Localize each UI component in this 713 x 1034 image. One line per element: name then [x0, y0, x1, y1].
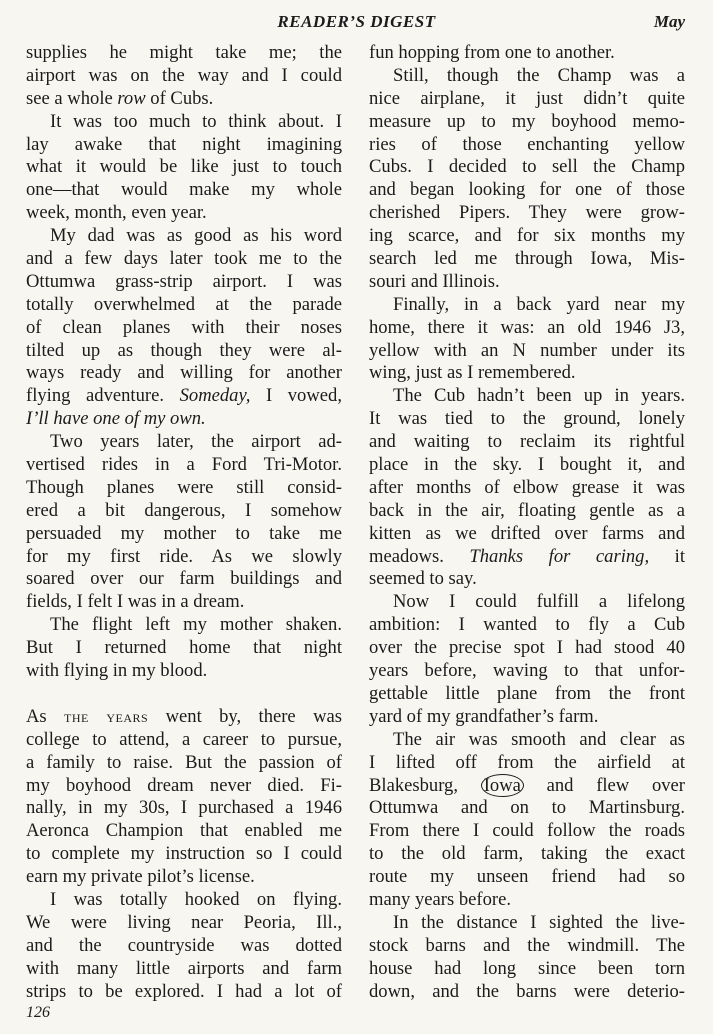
line-text: went by, there was: [148, 705, 342, 727]
line-text: to complete my instruction so I could: [26, 843, 342, 865]
text-line: [26, 454, 342, 477]
text-line: [369, 179, 685, 202]
line-text: a family to raise. But the passion of: [26, 751, 342, 773]
text-line: [369, 477, 685, 500]
line-text: airport was on the way and I could: [26, 64, 342, 86]
text-line: [369, 454, 685, 477]
section-lead-in: the years: [64, 706, 149, 726]
line-text: yard of my grandfather’s farm.: [369, 705, 599, 727]
text-line: [369, 752, 685, 775]
text-line: [26, 134, 342, 157]
line-text: vertised rides in a Ford Tri-Motor.: [26, 454, 342, 476]
text-line: [369, 843, 685, 866]
line-text: many years before.: [369, 888, 511, 910]
line-text: The flight left my mother shaken.: [50, 614, 342, 636]
text-line: [26, 843, 342, 866]
text-line: [369, 111, 685, 134]
line-text: ing scarce, and for six months my: [369, 225, 685, 247]
text-line: [369, 866, 685, 889]
italic-text: row: [117, 87, 146, 109]
line-text: In the distance I sighted the live-: [393, 911, 685, 933]
text-line: [369, 958, 685, 981]
line-text: what it would be like just to touch: [26, 156, 342, 178]
text-line: [26, 935, 342, 958]
left-column: [26, 42, 342, 1003]
text-line: [369, 500, 685, 523]
line-text: see a whole: [26, 87, 118, 109]
line-text: after months of elbow grease it was: [369, 476, 685, 498]
text-line: [26, 362, 342, 385]
line-text: years before, waving to that unfor-: [369, 660, 685, 682]
line-text: flying adventure.: [26, 385, 180, 407]
line-text: with many little airports and farm: [26, 957, 342, 979]
right-column: [369, 42, 685, 1003]
line-text: We were living near Peoria, Ill.,: [26, 911, 342, 933]
line-text: stock barns and the windmill. The: [369, 934, 685, 956]
text-line: [369, 408, 685, 431]
line-text: Ottumwa and on to Martinsburg.: [369, 797, 685, 819]
text-line: [26, 752, 342, 775]
line-text: I lifted off from the airfield at: [369, 751, 685, 773]
text-line: [26, 797, 342, 820]
line-text: persuaded my mother to take me: [26, 522, 342, 544]
text-line: [369, 637, 685, 660]
text-line: [369, 156, 685, 179]
line-text: Ottumwa grass-strip airport. I was: [26, 270, 342, 292]
line-text: college to attend, a career to pursue,: [26, 728, 342, 750]
section-gap: [26, 683, 342, 706]
text-line: [26, 271, 342, 294]
line-text: and waiting to reclaim its rightful: [369, 431, 685, 453]
text-line: [26, 889, 342, 912]
line-text: it: [649, 545, 685, 567]
text-line: [369, 935, 685, 958]
text-line: [26, 523, 342, 546]
line-text: ered a bit dangerous, I somehow: [26, 499, 342, 521]
line-text: my boyhood dream never died. Fi-: [26, 774, 342, 796]
text-line: [369, 294, 685, 317]
line-text: cherished Pipers. They were grow-: [369, 202, 685, 224]
line-text: home, there it was: an old 1946 J3,: [369, 316, 685, 338]
line-text: ambition: I wanted to fly a Cub: [369, 614, 685, 636]
line-text: But I returned home that night: [26, 637, 342, 659]
text-line: [26, 385, 342, 408]
text-line: [26, 546, 342, 569]
line-text: soared over our farm buildings and: [26, 568, 342, 590]
text-line: [369, 431, 685, 454]
text-line: [26, 706, 342, 729]
line-text: totally overwhelmed at the parade: [26, 293, 342, 315]
text-line: [369, 202, 685, 225]
line-text: with flying in my blood.: [26, 660, 208, 682]
line-text: Cubs. I decided to sell the Champ: [369, 156, 685, 178]
text-line: [26, 431, 342, 454]
line-text: Though planes were still consid-: [26, 476, 342, 498]
line-text: It was too much to think about. I: [50, 110, 342, 132]
text-line: [26, 111, 342, 134]
circled-word: Iowa: [481, 774, 524, 797]
text-line: [26, 248, 342, 271]
line-text: souri and Illinois.: [369, 270, 500, 292]
text-line: [369, 65, 685, 88]
text-line: [369, 820, 685, 843]
text-line: [369, 660, 685, 683]
line-text: wing, just as I remembered.: [369, 362, 576, 384]
text-line: [369, 88, 685, 111]
line-text: down, and the barns were deterio-: [369, 980, 685, 1002]
line-text: My dad was as good as his word: [50, 225, 342, 247]
line-text: nally, in my 30s, I purchased a 1946: [26, 797, 342, 819]
text-line: [369, 614, 685, 637]
line-text: supplies he might take me; the: [26, 42, 342, 63]
text-line: [26, 775, 342, 798]
text-line: [26, 179, 342, 202]
line-text: The air was smooth and clear as: [393, 728, 685, 750]
line-text: Still, though the Champ was a: [393, 64, 685, 86]
line-text: over the precise spot I had stood 40: [369, 637, 685, 659]
line-text: Blakesburg,: [369, 774, 481, 796]
line-text: for my first ride. As we slowly: [26, 545, 342, 567]
line-text: search led me through Iowa, Mis-: [369, 248, 685, 270]
line-text: seemed to say.: [369, 568, 477, 590]
text-line: [369, 523, 685, 546]
line-text: of clean planes with their noses: [26, 316, 342, 338]
line-text: nice airplane, it just didn’t quite: [369, 87, 685, 109]
line-text: place in the sky. I bought it, and: [369, 454, 685, 476]
line-text: earn my private pilot’s license.: [26, 866, 255, 888]
text-line: [26, 912, 342, 935]
line-text: to the old farm, taking the exact: [369, 843, 685, 865]
italic-text: Thanks for caring,: [469, 545, 650, 567]
text-line: [26, 408, 342, 431]
line-text: meadows.: [369, 545, 470, 567]
text-line: [369, 42, 685, 65]
line-text: and began looking for one of those: [369, 179, 685, 201]
line-text: Two years later, the airport ad-: [50, 431, 342, 453]
text-line: [369, 317, 685, 340]
text-line: [369, 568, 685, 591]
text-line: [26, 820, 342, 843]
text-line: [26, 42, 342, 65]
line-text: ways ready and willing for another: [26, 362, 342, 384]
text-line: [26, 65, 342, 88]
line-text: I vowed,: [250, 385, 342, 407]
line-text: route my unseen friend had so: [369, 866, 685, 888]
line-text: yellow with an N number under its: [369, 339, 685, 361]
line-text: fun hopping from one to another.: [369, 42, 615, 63]
line-text: Aeronca Champion that enabled me: [26, 820, 342, 842]
line-text: lay awake that night imagining: [26, 133, 342, 155]
text-line: [369, 546, 685, 569]
line-text: As: [26, 705, 65, 727]
issue-month: May: [653, 12, 685, 31]
line-text: and a few days later took me to the: [26, 248, 342, 270]
text-line: [369, 591, 685, 614]
magazine-title: READER’S DIGEST: [277, 12, 436, 31]
line-text: kitten as we drifted over farms and: [369, 522, 685, 544]
text-line: [26, 981, 342, 1004]
text-line: [26, 156, 342, 179]
text-line: [369, 225, 685, 248]
line-text: of Cubs.: [145, 87, 214, 109]
text-line: [369, 340, 685, 363]
line-text: week, month, even year.: [26, 202, 207, 224]
line-text: house had long since been torn: [369, 957, 685, 979]
line-text: and flew over: [523, 774, 685, 796]
text-line: [369, 912, 685, 935]
text-line: [369, 385, 685, 408]
text-line: [26, 568, 342, 591]
line-text: one—that would make my whole: [26, 179, 342, 201]
text-line: [26, 637, 342, 660]
line-text: and the countryside was dotted: [26, 934, 342, 956]
page-number: 126: [26, 1004, 50, 1021]
text-line: [369, 248, 685, 271]
italic-text: I’ll have one of my own.: [26, 408, 206, 430]
text-line: [369, 134, 685, 157]
line-text: gettable little plane from the front: [369, 682, 685, 704]
text-line: [26, 225, 342, 248]
text-line: [26, 866, 342, 889]
text-line: [26, 88, 342, 111]
text-line: [26, 202, 342, 225]
text-line: [369, 362, 685, 385]
text-line: [26, 591, 342, 614]
line-text: From there I could follow the roads: [369, 820, 685, 842]
text-line: [369, 683, 685, 706]
text-line: [369, 797, 685, 820]
text-line: [26, 500, 342, 523]
line-text: Finally, in a back yard near my: [393, 293, 685, 315]
line-text: measure up to my boyhood memo-: [369, 110, 685, 132]
text-line: [26, 958, 342, 981]
line-text: It was tied to the ground, lonely: [369, 408, 685, 430]
line-text: fields, I felt I was in a dream.: [26, 591, 245, 613]
text-line: [26, 317, 342, 340]
line-text: I was totally hooked on flying.: [50, 888, 342, 910]
text-line: [26, 477, 342, 500]
text-line: [26, 729, 342, 752]
text-line: [369, 889, 685, 912]
text-line: [369, 729, 685, 752]
line-text: Now I could fulfill a lifelong: [393, 591, 685, 613]
line-text: tilted up as though they were al-: [26, 339, 342, 361]
text-line: [369, 981, 685, 1004]
text-line: [369, 775, 685, 798]
text-line: [369, 706, 685, 729]
text-line: [369, 271, 685, 294]
line-text: strips to be explored. I had a lot of: [26, 980, 342, 1002]
italic-text: Someday,: [179, 385, 251, 407]
text-line: [26, 614, 342, 637]
line-text: ries of those enchanting yellow: [369, 133, 685, 155]
text-line: [26, 660, 342, 683]
line-text: back in the air, floating gentle as a: [369, 499, 685, 521]
text-line: [26, 294, 342, 317]
text-line: [26, 340, 342, 363]
line-text: The Cub hadn’t been up in years.: [393, 385, 685, 407]
running-header: [0, 12, 713, 38]
